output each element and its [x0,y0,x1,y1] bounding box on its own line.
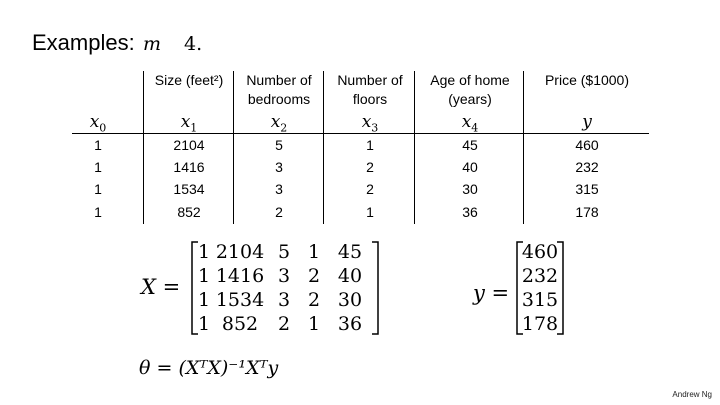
column-divider [143,71,144,224]
matrix-x-cell: 3 [277,265,291,287]
matrix-x-cell: 1534 [215,289,265,311]
vector-y-cell: 315 [521,289,559,311]
matrix-x-cell: 2 [277,313,291,335]
matrix-x [196,241,372,337]
matrix-x-cell: 1 [307,313,321,335]
cell: 852 [177,204,201,220]
cell: 178 [575,204,599,220]
header-floors: Number of floors [337,72,403,107]
cell: 2104 [173,137,205,153]
header-price: Price ($1000) [544,72,630,88]
cell: 1416 [173,159,205,175]
matrix-x-cell: 1 [197,313,211,335]
cell: 1 [366,204,374,220]
cell: 1 [94,204,102,220]
cell: 36 [462,204,478,220]
vector-y-cell: 178 [521,313,559,335]
matrix-x-cell: 40 [337,265,363,287]
matrix-x-cell: 2 [307,265,321,287]
cell: 232 [575,159,599,175]
cell: 1 [94,159,102,175]
matrix-x-cell: 1 [197,241,211,263]
cell: 3 [275,159,283,175]
cell: 1 [94,137,102,153]
cell: 1 [94,181,102,197]
matrix-x-cell: 1 [197,265,211,287]
slide-title: Examples: [32,30,135,55]
column-divider [523,71,524,224]
header-bedrooms: Number of bedrooms [246,72,312,107]
header-size: Size (feet²) [154,72,224,88]
column-divider [414,71,415,224]
cell: 45 [462,137,478,153]
matrix-x-cell: 1 [307,241,321,263]
var-x2: $x_2$ [270,112,288,135]
vector-y-label: y = [473,281,510,305]
header-age: Age of home (years) [430,72,510,107]
table-header-rule [72,133,649,134]
title-count: 4. [184,33,203,55]
cell: 30 [462,181,478,197]
matrix-x-cell: 30 [337,289,363,311]
cell: 2 [275,204,283,220]
cell: 460 [575,137,599,153]
author-credit: Andrew Ng [672,390,712,399]
var-y: y [582,112,592,132]
var-x3: $x_3$ [361,112,379,135]
matrix-x-cell: 45 [337,241,363,263]
column-divider [233,71,234,224]
var-x1: $x_1$ [180,112,198,135]
cell: 2 [366,181,374,197]
cell: 1534 [173,181,205,197]
matrix-x-cell: 36 [337,313,363,335]
column-divider [323,71,324,224]
cell: 3 [275,181,283,197]
normal-equation: θ = (XᵀX)⁻¹Xᵀy [139,357,279,379]
var-x4: $x_4$ [461,112,479,135]
cell: 315 [575,181,599,197]
title-m-symbol: m [143,33,162,55]
matrix-x-cell: 2 [307,289,321,311]
matrix-x-cell: 852 [221,313,259,335]
matrix-x-label: X = [141,275,181,299]
cell: 2 [366,159,374,175]
cell: 5 [275,137,283,153]
matrix-x-cell: 2104 [215,241,265,263]
matrix-x-cell: 3 [277,289,291,311]
cell: 1 [366,137,374,153]
matrix-x-cell: 1 [197,289,211,311]
vector-y [520,241,560,337]
var-x0: $x_0$ [89,112,107,135]
vector-y-cell: 460 [521,241,559,263]
cell: 40 [462,159,478,175]
matrix-x-cell: 1416 [215,265,265,287]
vector-y-cell: 232 [521,265,559,287]
matrix-x-cell: 5 [277,241,291,263]
